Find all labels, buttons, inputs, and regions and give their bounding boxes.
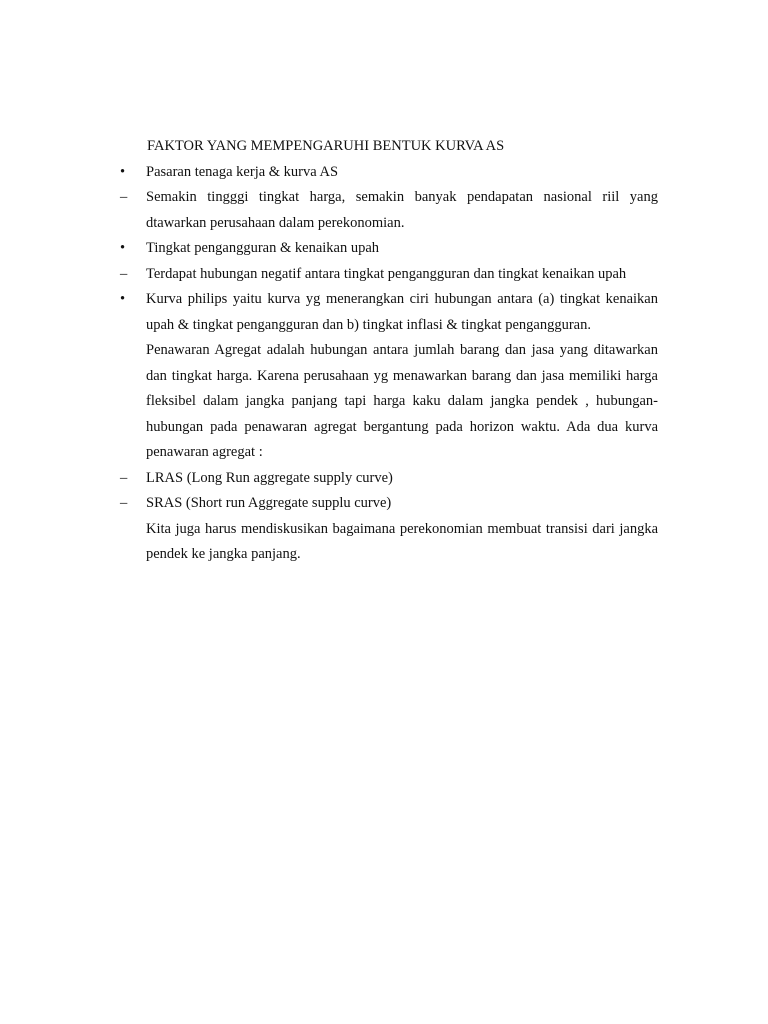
- document-body: [120, 134, 658, 568]
- paragraph: [120, 338, 658, 466]
- bullet-marker: •: [120, 240, 126, 256]
- list-item: [120, 287, 658, 338]
- list-item: [120, 491, 658, 517]
- bullet-marker: •: [120, 291, 126, 307]
- dash-marker: –: [120, 265, 128, 282]
- list-item: [120, 236, 658, 262]
- paragraph-text: Penawaran Agregat adalah hubungan antara jumlah barang dan jasa yang ditawarkan dan tingkat harga. Karena perusahaan yg menawarkan barang dan jasa memiliki harga fleksibel dalam jangka panjang tapi harga kaku dalam jangka pendek , hubungan-hubungan pada penawaran agregat bergantung pada horizon waktu. Ada dua kurva penawaran agregat :: [146, 342, 658, 460]
- list-item: [120, 160, 658, 186]
- dash-marker: –: [120, 469, 128, 486]
- list-item-text: Tingkat pengangguran & kenaikan upah: [146, 240, 380, 256]
- list-item-text: Terdapat hubungan negatif antara tingkat pengangguran dan tingkat kenaikan upah: [146, 265, 627, 282]
- list-item: [120, 185, 658, 236]
- list-item: [120, 262, 658, 288]
- list-item-text: Pasaran tenaga kerja & kurva AS: [146, 163, 339, 180]
- list-item-text: Semakin tingggi tingkat harga, semakin banyak pendapatan nasional riil yang dtawarkan perusahaan dalam perekonomian.: [146, 189, 658, 231]
- dash-marker: –: [120, 495, 128, 511]
- list-item-text: SRAS (Short run Aggregate supplu curve): [146, 495, 392, 511]
- document-title: [120, 134, 658, 160]
- dash-marker: –: [120, 189, 128, 205]
- document-title-text: FAKTOR YANG MEMPENGARUHI BENTUK KURVA AS: [147, 138, 505, 154]
- paragraph-text: Kita juga harus mendiskusikan bagaimana perekonomian membuat transisi dari jangka pendek ke jangka panjang.: [146, 520, 658, 562]
- paragraph: [120, 517, 658, 568]
- bullet-marker: •: [120, 163, 126, 180]
- list-item: [120, 466, 658, 492]
- list-item-text: Kurva philips yaitu kurva yg menerangkan ciri hubungan antara (a) tingkat kenaikan upah & tingkat pengangguran dan b) tingkat inflasi & tingkat pengangguran.: [146, 291, 658, 333]
- list-item-text: LRAS (Long Run aggregate supply curve): [146, 469, 393, 486]
